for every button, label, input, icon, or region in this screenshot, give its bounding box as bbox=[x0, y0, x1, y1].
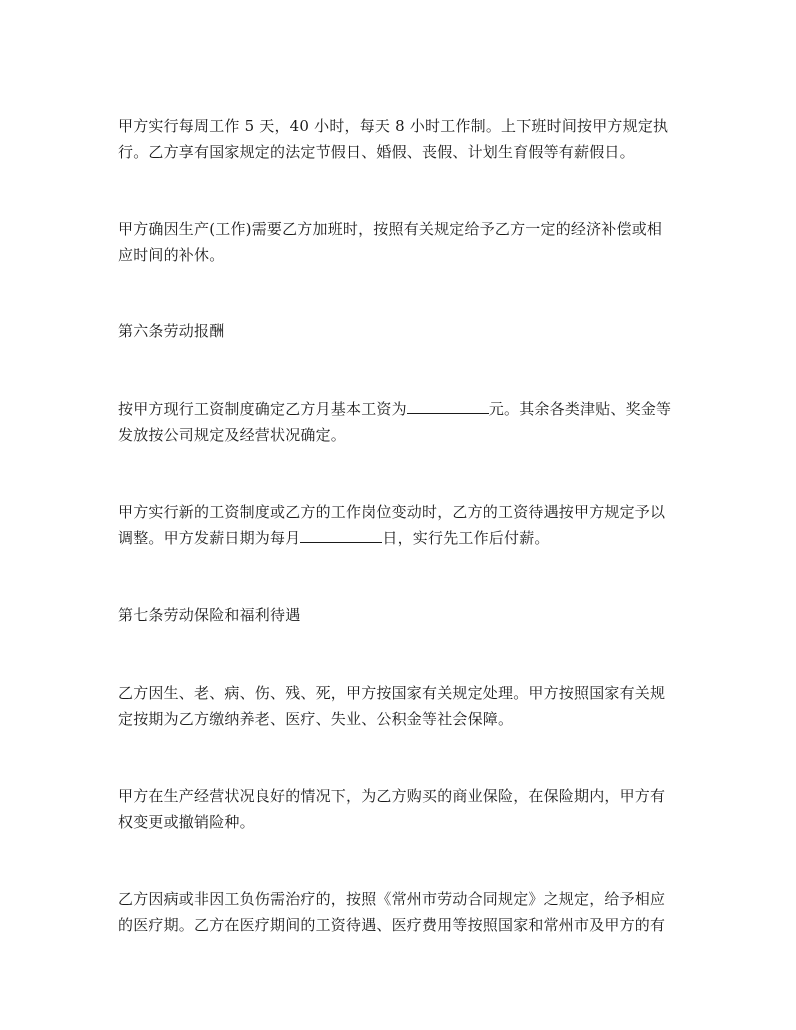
heading-article-7: 第七条劳动保险和福利待遇 bbox=[118, 606, 301, 624]
paragraph-overtime-line-2: 应时间的补休。 bbox=[118, 246, 225, 264]
paragraph-pay-adjust-line-2 bbox=[118, 528, 550, 548]
paragraph-overtime-line-1: 甲方确因生产(工作)需要乙方加班时，按照有关规定给予乙方一定的经济补偿或相 bbox=[118, 220, 663, 238]
paragraph-commercial-insurance-line-2: 权变更或撤销险种。 bbox=[118, 813, 255, 831]
paragraph-work-hours-line-1: 甲方实行每周工作 5 天，40 小时，每天 8 小时工作制。上下班时间按甲方规定执 bbox=[118, 117, 669, 135]
paragraph-base-salary-line-1 bbox=[118, 399, 671, 419]
pay-date-text-pre: 调整。甲方发薪日期为每月 bbox=[118, 529, 301, 547]
pay-date-blank bbox=[300, 528, 382, 543]
paragraph-base-salary-line-2: 发放按公司规定及经营状况确定。 bbox=[118, 426, 347, 444]
paragraph-medical-period-line-2: 的医疗期。乙方在医疗期间的工资待遇、医疗费用等按照国家和常州市及甲方的有 bbox=[118, 916, 666, 934]
base-salary-text-post: 元。其余各类津贴、奖金等 bbox=[488, 400, 672, 418]
paragraph-medical-period-line-1: 乙方因病或非因工负伤需治疗的，按照《常州市劳动合同规定》之规定，给予相应 bbox=[118, 890, 666, 908]
heading-article-6: 第六条劳动报酬 bbox=[118, 322, 225, 340]
paragraph-social-insurance-line-1: 乙方因生、老、病、伤、残、死，甲方按国家有关规定处理。甲方按照国家有关规 bbox=[118, 684, 666, 702]
paragraph-work-hours-line-2: 行。乙方享有国家规定的法定节假日、婚假、丧假、计划生育假等有薪假日。 bbox=[118, 143, 635, 161]
base-salary-text-pre: 按甲方现行工资制度确定乙方月基本工资为 bbox=[118, 400, 407, 418]
base-salary-blank bbox=[407, 399, 489, 414]
paragraph-pay-adjust-line-1: 甲方实行新的工资制度或乙方的工作岗位变动时，乙方的工资待遇按甲方规定予以 bbox=[118, 503, 666, 521]
paragraph-commercial-insurance-line-1: 甲方在生产经营状况良好的情况下，为乙方购买的商业保险，在保险期内，甲方有 bbox=[118, 787, 666, 805]
pay-date-text-post: 日，实行先工作后付薪。 bbox=[382, 529, 550, 547]
paragraph-social-insurance-line-2: 定按期为乙方缴纳养老、医疗、失业、公积金等社会保障。 bbox=[118, 710, 514, 728]
